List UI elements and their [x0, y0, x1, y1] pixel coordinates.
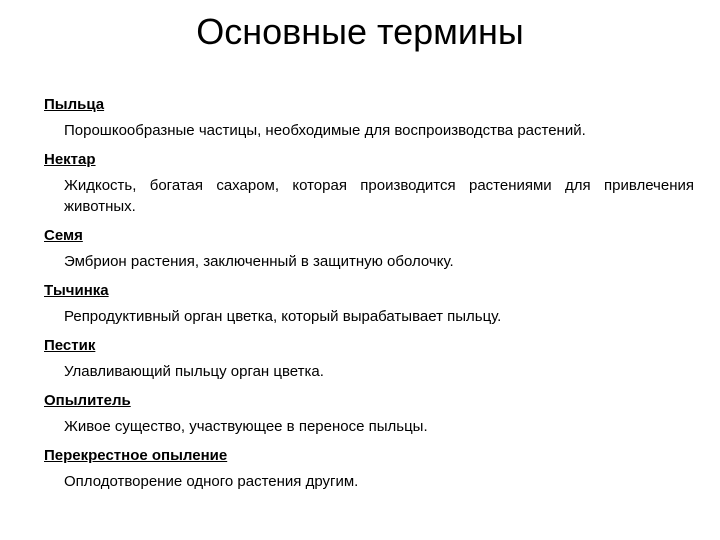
term-item	[44, 225, 694, 272]
term-name: Опылитель	[44, 392, 131, 409]
term-definition: Живое существо, участвующее в переносе пыльцы.	[64, 418, 428, 435]
term-item	[44, 445, 694, 492]
term-item	[44, 94, 694, 141]
term-name: Пыльца	[44, 96, 105, 113]
term-name: Тычинка	[44, 282, 109, 299]
term-definition: Порошкообразные частицы, необходимые для воспроизводства растений.	[64, 122, 586, 139]
term-item	[44, 280, 694, 327]
term-name: Перекрестное опыление	[44, 447, 228, 464]
term-item	[44, 390, 694, 437]
term-name: Нектар	[44, 151, 96, 168]
term-definition: Жидкость, богатая сахаром, которая производится растениями для привлечения животных.	[64, 177, 694, 215]
term-definition: Улавливающий пыльцу орган цветка.	[64, 363, 324, 380]
term-name: Пестик	[44, 337, 96, 354]
term-definition: Репродуктивный орган цветка, который вырабатывает пыльцу.	[64, 308, 502, 325]
slide-title: Основные термины	[196, 11, 524, 52]
term-item	[44, 335, 694, 382]
term-item	[44, 149, 694, 217]
term-definition: Эмбрион растения, заключенный в защитную оболочку.	[64, 253, 454, 270]
term-name: Семя	[44, 227, 83, 244]
term-definition: Оплодотворение одного растения другим.	[64, 473, 359, 490]
terms-list	[44, 94, 694, 500]
